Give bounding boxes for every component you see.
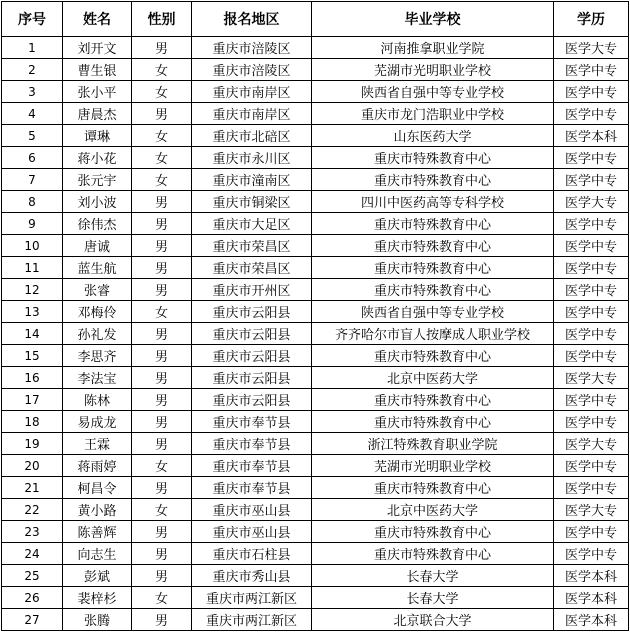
cell-school: 重庆市特殊教育中心 [312, 235, 554, 257]
cell-school: 重庆市特殊教育中心 [312, 345, 554, 367]
table-row [2, 389, 629, 411]
cell-serial: 21 [2, 477, 63, 499]
cell-school: 四川中医药高等专科学校 [312, 191, 554, 213]
table-row [2, 565, 629, 587]
cell-serial: 10 [2, 235, 63, 257]
cell-gender: 男 [132, 213, 192, 235]
cell-name: 蓝生航 [63, 257, 132, 279]
cell-education: 医学大专 [554, 433, 629, 455]
cell-name: 陈善辉 [63, 521, 132, 543]
table-row [2, 367, 629, 389]
cell-gender: 男 [132, 565, 192, 587]
cell-region: 重庆市涪陵区 [192, 37, 312, 59]
cell-gender: 女 [132, 301, 192, 323]
cell-gender: 男 [132, 323, 192, 345]
cell-education: 医学本科 [554, 125, 629, 147]
header-school: 毕业学校 [312, 2, 554, 37]
cell-school: 芜湖市光明职业学校 [312, 455, 554, 477]
table-row [2, 191, 629, 213]
cell-region: 重庆市北碚区 [192, 125, 312, 147]
cell-serial: 17 [2, 389, 63, 411]
cell-region: 重庆市巫山县 [192, 499, 312, 521]
cell-serial: 5 [2, 125, 63, 147]
cell-serial: 4 [2, 103, 63, 125]
cell-gender: 男 [132, 279, 192, 301]
cell-education: 医学中专 [554, 147, 629, 169]
roster-table [1, 1, 629, 631]
table-row [2, 125, 629, 147]
cell-name: 李法宝 [63, 367, 132, 389]
cell-region: 重庆市奉节县 [192, 433, 312, 455]
cell-region: 重庆市奉节县 [192, 455, 312, 477]
cell-gender: 男 [132, 191, 192, 213]
table-row [2, 521, 629, 543]
table-row [2, 37, 629, 59]
cell-serial: 24 [2, 543, 63, 565]
cell-name: 陈林 [63, 389, 132, 411]
cell-school: 重庆市特殊教育中心 [312, 169, 554, 191]
cell-region: 重庆市云阳县 [192, 301, 312, 323]
cell-gender: 男 [132, 521, 192, 543]
cell-serial: 15 [2, 345, 63, 367]
table-row [2, 147, 629, 169]
cell-school: 齐齐哈尔市盲人按摩成人职业学校 [312, 323, 554, 345]
table-row [2, 59, 629, 81]
header-row [2, 2, 629, 37]
cell-region: 重庆市云阳县 [192, 323, 312, 345]
cell-name: 黄小路 [63, 499, 132, 521]
cell-gender: 男 [132, 257, 192, 279]
header-region: 报名地区 [192, 2, 312, 37]
cell-school: 重庆市特殊教育中心 [312, 477, 554, 499]
cell-gender: 女 [132, 59, 192, 81]
cell-region: 重庆市荣昌区 [192, 235, 312, 257]
cell-school: 北京联合大学 [312, 609, 554, 631]
cell-region: 重庆市涪陵区 [192, 59, 312, 81]
cell-gender: 男 [132, 543, 192, 565]
cell-gender: 女 [132, 587, 192, 609]
cell-education: 医学中专 [554, 235, 629, 257]
cell-name: 蒋雨婷 [63, 455, 132, 477]
table-row [2, 103, 629, 125]
cell-region: 重庆市云阳县 [192, 389, 312, 411]
cell-education: 医学中专 [554, 543, 629, 565]
cell-school: 长春大学 [312, 565, 554, 587]
cell-education: 医学中专 [554, 521, 629, 543]
cell-gender: 男 [132, 433, 192, 455]
cell-education: 医学中专 [554, 81, 629, 103]
cell-serial: 12 [2, 279, 63, 301]
cell-school: 陕西省自强中等专业学校 [312, 81, 554, 103]
cell-region: 重庆市秀山县 [192, 565, 312, 587]
cell-serial: 13 [2, 301, 63, 323]
table-row [2, 411, 629, 433]
cell-education: 医学中专 [554, 323, 629, 345]
cell-name: 徐伟杰 [63, 213, 132, 235]
cell-serial: 6 [2, 147, 63, 169]
cell-school: 重庆市特殊教育中心 [312, 389, 554, 411]
cell-school: 山东医药大学 [312, 125, 554, 147]
cell-gender: 女 [132, 455, 192, 477]
cell-region: 重庆市云阳县 [192, 367, 312, 389]
cell-region: 重庆市永川区 [192, 147, 312, 169]
cell-gender: 男 [132, 411, 192, 433]
table-row [2, 609, 629, 631]
cell-school: 重庆市特殊教育中心 [312, 257, 554, 279]
cell-education: 医学中专 [554, 477, 629, 499]
cell-region: 重庆市开州区 [192, 279, 312, 301]
table-row [2, 433, 629, 455]
cell-serial: 20 [2, 455, 63, 477]
table-row [2, 169, 629, 191]
cell-school: 重庆市特殊教育中心 [312, 279, 554, 301]
cell-school: 河南推拿职业学院 [312, 37, 554, 59]
cell-serial: 18 [2, 411, 63, 433]
cell-name: 易成龙 [63, 411, 132, 433]
cell-serial: 7 [2, 169, 63, 191]
table-row [2, 543, 629, 565]
cell-education: 医学中专 [554, 389, 629, 411]
cell-education: 医学中专 [554, 345, 629, 367]
header-serial: 序号 [2, 2, 63, 37]
cell-name: 曹生银 [63, 59, 132, 81]
cell-education: 医学中专 [554, 169, 629, 191]
cell-education: 医学中专 [554, 103, 629, 125]
cell-school: 芜湖市光明职业学校 [312, 59, 554, 81]
table-row [2, 455, 629, 477]
cell-education: 医学本科 [554, 587, 629, 609]
cell-school: 重庆市特殊教育中心 [312, 147, 554, 169]
cell-gender: 女 [132, 499, 192, 521]
cell-school: 重庆市特殊教育中心 [312, 543, 554, 565]
cell-region: 重庆市巫山县 [192, 521, 312, 543]
cell-education: 医学本科 [554, 609, 629, 631]
cell-region: 重庆市两江新区 [192, 587, 312, 609]
cell-education: 医学中专 [554, 411, 629, 433]
cell-name: 蒋小花 [63, 147, 132, 169]
cell-name: 彭斌 [63, 565, 132, 587]
cell-region: 重庆市奉节县 [192, 411, 312, 433]
table-row [2, 257, 629, 279]
cell-serial: 25 [2, 565, 63, 587]
cell-name: 谭琳 [63, 125, 132, 147]
cell-gender: 男 [132, 367, 192, 389]
cell-serial: 19 [2, 433, 63, 455]
cell-serial: 27 [2, 609, 63, 631]
cell-gender: 女 [132, 81, 192, 103]
cell-name: 向志生 [63, 543, 132, 565]
cell-education: 医学中专 [554, 279, 629, 301]
header-name: 姓名 [63, 2, 132, 37]
cell-name: 王霖 [63, 433, 132, 455]
cell-serial: 23 [2, 521, 63, 543]
cell-serial: 14 [2, 323, 63, 345]
cell-name: 唐晨杰 [63, 103, 132, 125]
cell-gender: 男 [132, 103, 192, 125]
cell-education: 医学本科 [554, 565, 629, 587]
cell-gender: 男 [132, 235, 192, 257]
table-row [2, 235, 629, 257]
cell-gender: 男 [132, 37, 192, 59]
cell-name: 邓梅伶 [63, 301, 132, 323]
cell-gender: 男 [132, 389, 192, 411]
cell-name: 唐诚 [63, 235, 132, 257]
cell-school: 长春大学 [312, 587, 554, 609]
cell-region: 重庆市奉节县 [192, 477, 312, 499]
cell-education: 医学大专 [554, 191, 629, 213]
cell-education: 医学大专 [554, 37, 629, 59]
cell-gender: 男 [132, 345, 192, 367]
header-gender: 性别 [132, 2, 192, 37]
cell-gender: 男 [132, 477, 192, 499]
cell-gender: 女 [132, 125, 192, 147]
cell-name: 刘开文 [63, 37, 132, 59]
table-row [2, 323, 629, 345]
cell-name: 裴梓杉 [63, 587, 132, 609]
table-row [2, 477, 629, 499]
table-row [2, 499, 629, 521]
cell-serial: 8 [2, 191, 63, 213]
cell-serial: 1 [2, 37, 63, 59]
cell-region: 重庆市铜梁区 [192, 191, 312, 213]
cell-school: 重庆市特殊教育中心 [312, 521, 554, 543]
cell-region: 重庆市潼南区 [192, 169, 312, 191]
cell-name: 张小平 [63, 81, 132, 103]
table-row [2, 587, 629, 609]
cell-school: 北京中医药大学 [312, 367, 554, 389]
cell-serial: 9 [2, 213, 63, 235]
cell-name: 孙礼发 [63, 323, 132, 345]
cell-serial: 16 [2, 367, 63, 389]
cell-region: 重庆市南岸区 [192, 81, 312, 103]
cell-serial: 22 [2, 499, 63, 521]
cell-gender: 男 [132, 609, 192, 631]
cell-serial: 26 [2, 587, 63, 609]
cell-serial: 11 [2, 257, 63, 279]
table-row [2, 345, 629, 367]
cell-school: 重庆市龙门浩职业中学校 [312, 103, 554, 125]
cell-education: 医学大专 [554, 499, 629, 521]
cell-education: 医学中专 [554, 213, 629, 235]
table-row [2, 81, 629, 103]
cell-region: 重庆市两江新区 [192, 609, 312, 631]
cell-education: 医学大专 [554, 367, 629, 389]
cell-region: 重庆市大足区 [192, 213, 312, 235]
header-education: 学历 [554, 2, 629, 37]
cell-school: 北京中医药大学 [312, 499, 554, 521]
cell-region: 重庆市荣昌区 [192, 257, 312, 279]
cell-region: 重庆市石柱县 [192, 543, 312, 565]
cell-region: 重庆市云阳县 [192, 345, 312, 367]
cell-serial: 2 [2, 59, 63, 81]
cell-education: 医学中专 [554, 59, 629, 81]
cell-school: 重庆市特殊教育中心 [312, 411, 554, 433]
cell-gender: 女 [132, 169, 192, 191]
cell-education: 医学中专 [554, 257, 629, 279]
cell-name: 张腾 [63, 609, 132, 631]
cell-name: 刘小波 [63, 191, 132, 213]
cell-education: 医学中专 [554, 301, 629, 323]
table-row [2, 213, 629, 235]
cell-serial: 3 [2, 81, 63, 103]
cell-school: 重庆市特殊教育中心 [312, 213, 554, 235]
cell-name: 李思齐 [63, 345, 132, 367]
cell-name: 柯昌令 [63, 477, 132, 499]
cell-name: 张睿 [63, 279, 132, 301]
cell-gender: 女 [132, 147, 192, 169]
cell-name: 张元宇 [63, 169, 132, 191]
cell-education: 医学中专 [554, 455, 629, 477]
table-row [2, 279, 629, 301]
cell-school: 陕西省自强中等专业学校 [312, 301, 554, 323]
cell-school: 浙江特殊教育职业学院 [312, 433, 554, 455]
table-row [2, 301, 629, 323]
cell-region: 重庆市南岸区 [192, 103, 312, 125]
